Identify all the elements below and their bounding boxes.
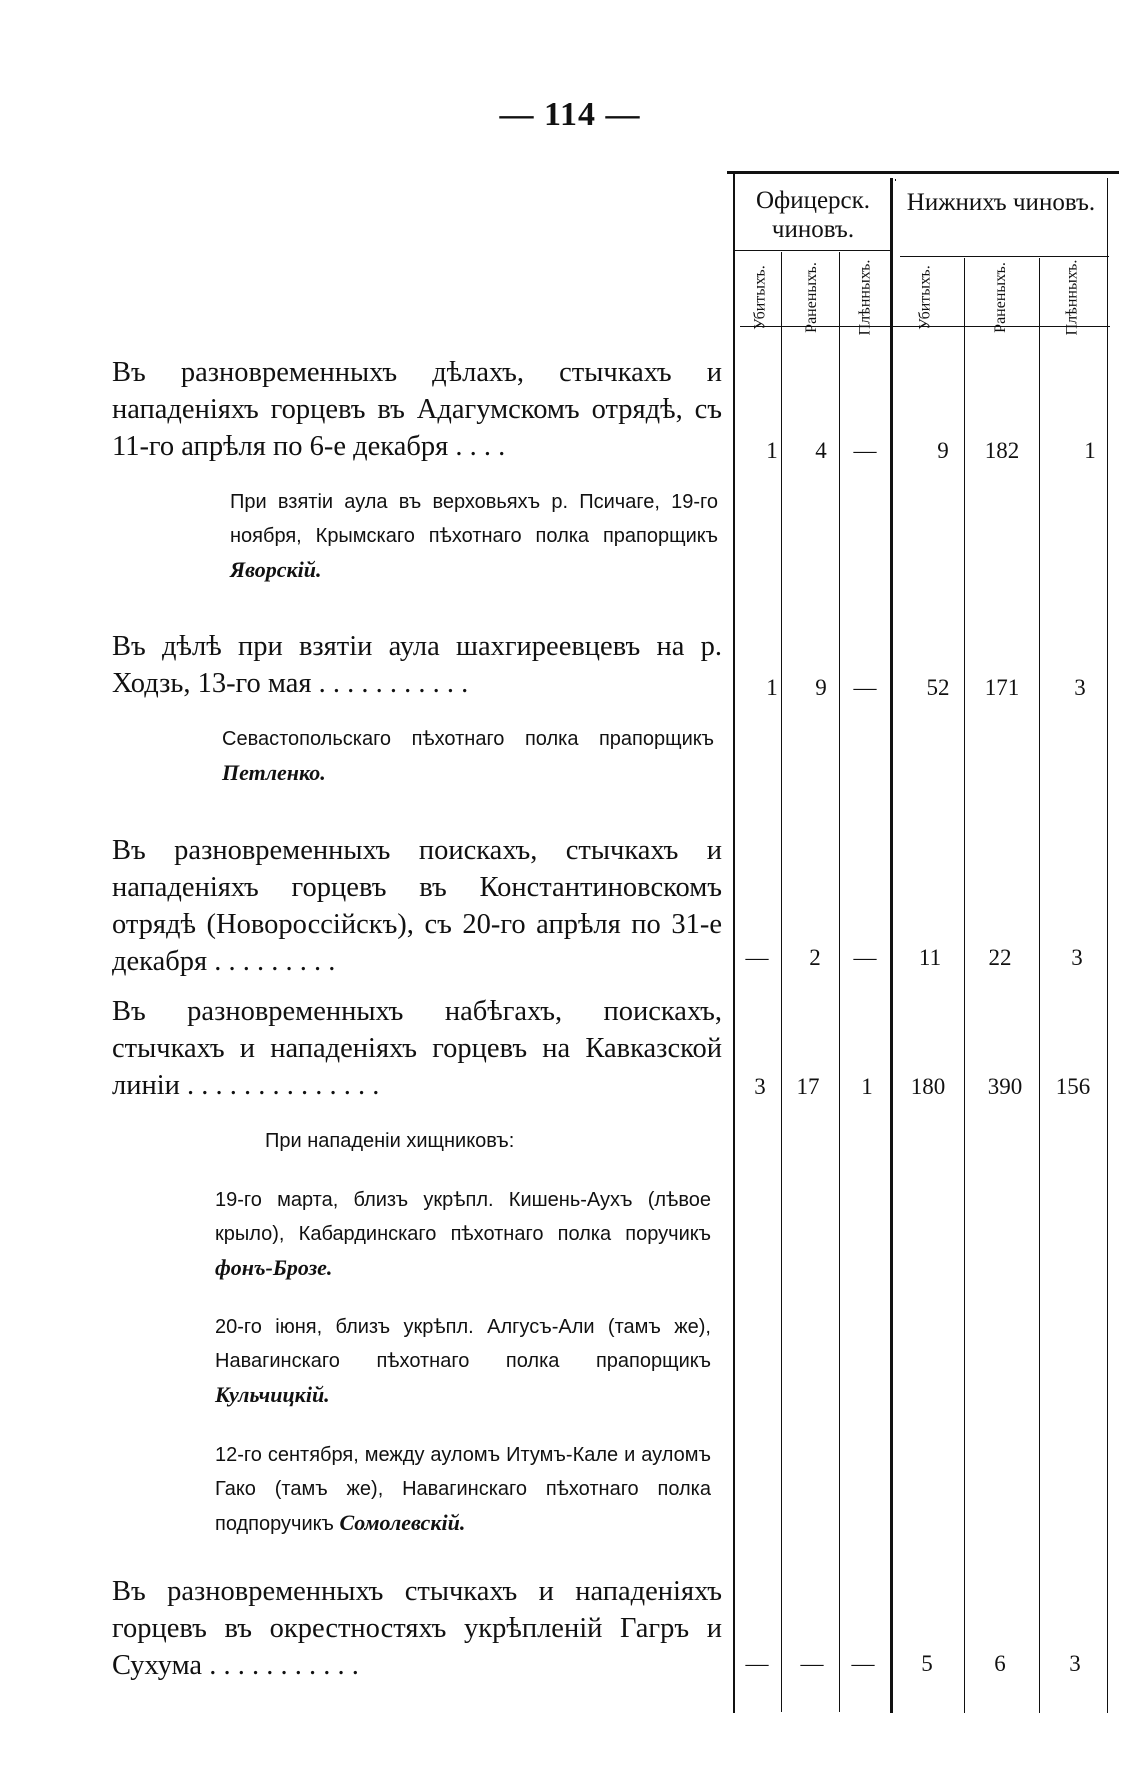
col-header-soldiers-killed: Убитыхъ. — [916, 264, 934, 330]
note-yavorsky: При взятіи аула въ верховьяхъ р. Псичаге, 19-го ноября, Крымскаго пѣхотнаго полка прапорщикъ Яворскій. — [230, 491, 718, 582]
group-header-officers: Офицерск. чиновъ. — [755, 187, 871, 243]
note-somolevsky: 12-го сентября, между ауломъ Итумъ-Кале и ауломъ Гако (тамъ же), Навагинскаго пѣхотнаго полка подпоручикъ Сомолевскій. — [215, 1444, 711, 1535]
entry-caucasian-line: Въ разновременныхъ набѣгахъ, поискахъ, стычкахъ и нападеніяхъ горцевъ на Кавказской линіи . . . . . . . . . . . . . . — [112, 996, 722, 1101]
col-header-officers-wounded: Раненыхъ. — [802, 261, 820, 333]
entry-konstantinovsky: Въ разновременныхъ поискахъ, стычкахъ и нападеніяхъ горцевъ въ Константиновскомъ отрядѣ (Новороссійскъ), съ 20-го апрѣля по 31-е декабря . . . . . . . . . — [112, 835, 722, 977]
col-header-soldiers-captured: Плѣнныхъ. — [1063, 259, 1081, 335]
col-header-officers-killed: Убитыхъ. — [751, 264, 769, 330]
entry-gagry-sukhum: Въ разновременныхъ стычкахъ и нападеніяхъ горцевъ въ окрестностяхъ укрѣпленій Гагръ и Сухума . . . . . . . . . . . — [112, 1576, 722, 1681]
note-kulchitsky: 20-го іюня, близъ укрѣпл. Алгусъ-Али (тамъ же), Навагинскаго пѣхотнаго полка прапорщикъ Кульчицкій. — [215, 1316, 711, 1407]
entry-khodz: Въ дѣлѣ при взятіи аула шахгиреевцевъ на р. Ходзь, 13-го мая . . . . . . . . . . . — [112, 631, 722, 699]
note-fon-broze: 19-го марта, близъ укрѣпл. Кишень-Аухъ (лѣвое крыло), Кабардинскаго пѣхотнаго полка поручикъ фонъ-Брозе. — [215, 1189, 711, 1280]
entry-adagum: Въ разновременныхъ дѣлахъ, стычкахъ и нападеніяхъ горцевъ въ Адагумскомъ отрядѣ, съ 11-го апрѣля по 6-е декабря . . . . — [112, 357, 722, 462]
col-header-officers-captured: Плѣнныхъ. — [856, 259, 874, 335]
col-header-soldiers-wounded: Раненыхъ. — [991, 261, 1009, 333]
group-header-soldiers: Нижнихъ чиновъ. — [906, 189, 1096, 216]
note-predator-attacks-heading: При нападеніи хищниковъ: — [265, 1130, 515, 1152]
page-number: — 114 — — [499, 96, 641, 133]
note-petlenko: Севастопольскаго пѣхотнаго полка прапорщикъ Петленко. — [222, 728, 714, 785]
